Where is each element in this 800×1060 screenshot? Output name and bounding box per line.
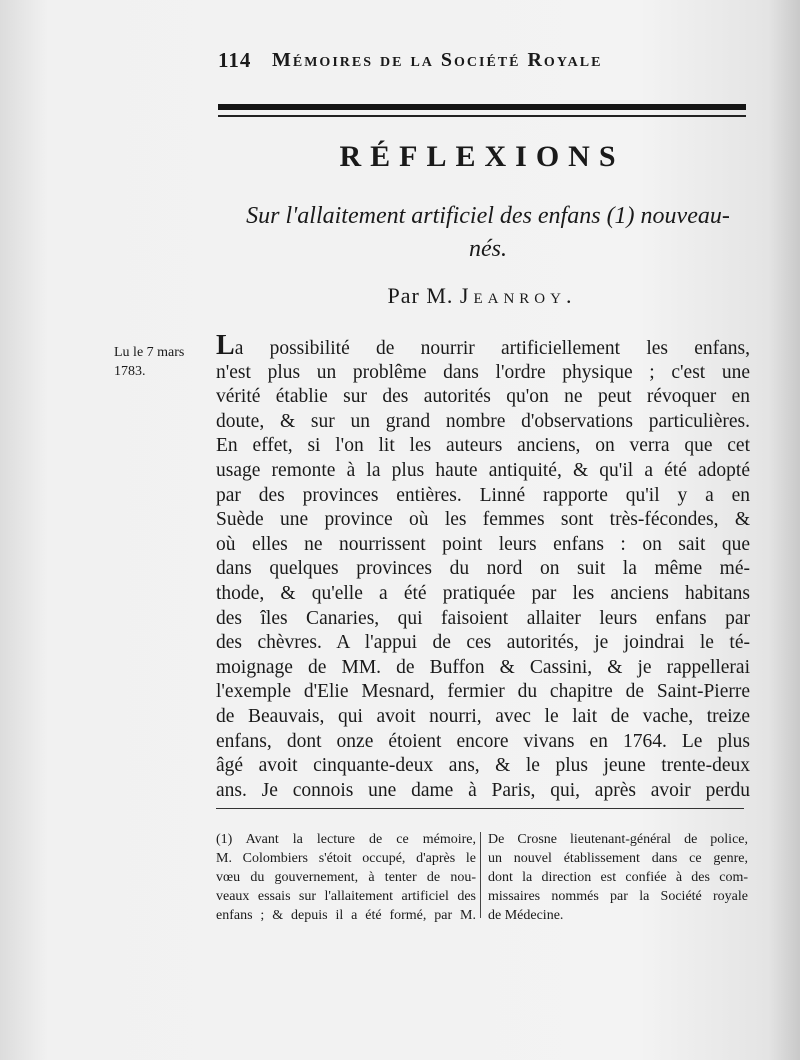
text-line: doute, & sur un grand nombre d'observations particulières. [216, 410, 750, 432]
footnote-line: (1) Avant la lecture de ce mémoire, [216, 832, 476, 847]
page-number: 114 [218, 48, 252, 72]
margin-note [114, 343, 214, 381]
subtitle-line: nés. [469, 236, 507, 262]
text-line: de Beauvais, qui avoit nourri, avec le lait de vache, treize [216, 705, 750, 727]
subtitle-line: Sur l'allaitement artificiel des enfans (1) nouveau- [246, 203, 730, 229]
article-subtitle [218, 200, 758, 266]
text-line: enfans, dont onze étoient encore vivans en 1764. Le plus [216, 730, 750, 752]
footnote-left-column [216, 830, 476, 925]
text-line: ans. Je connois une dame à Paris, qui, après avoir perdu [216, 779, 750, 801]
text-line: moignage de MM. de Buffon & Cassini, & je rappellerai [216, 656, 750, 678]
text-line: où elles ne nourrissent point leurs enfans : on sait que [216, 533, 750, 555]
footnote-right-column [488, 830, 748, 925]
footnote-line: missaires nommés par la Société royale [488, 889, 748, 904]
running-title: Mémoires de la Société Royale [272, 49, 603, 71]
text-line: des îles Canaries, qui faisoient allaiter leurs enfans par [216, 607, 750, 629]
margin-note-year: 1783. [114, 364, 146, 379]
text-line: dans quelques provinces du nord on suit la même mé- [216, 558, 750, 580]
author-prefix: Par M. [387, 283, 454, 308]
footnote-line: dont la direction est confiée à des com- [488, 870, 748, 885]
text-line: thode, & qu'elle a été pratiquée par les anciens habitans [216, 582, 750, 604]
body-text [216, 330, 750, 803]
drop-cap: L [216, 330, 235, 361]
article-title: RÉFLEXIONS [339, 140, 625, 173]
footnote-line: veaux essais sur l'allaitement artificiel des [216, 889, 476, 904]
text-line: des chèvres. A l'appui de ces autorités, je joindrai le té- [216, 632, 750, 654]
author-byline [218, 283, 746, 309]
text-line: vérité établie sur des autorités qu'on ne peut révoquer en [216, 386, 750, 408]
header-rule-thick [218, 104, 746, 110]
footnote-column-divider [480, 832, 481, 918]
footnote-line: M. Colombiers s'étoit occupé, d'après le [216, 851, 476, 866]
text-line: n'est plus un problême dans l'ordre physique ; c'est une [216, 361, 750, 383]
text-line: âgé avoit cinquante-deux ans, & le plus jeune trente-deux [216, 755, 750, 777]
text-line: Suède une province où les femmes sont très-fécondes, & [216, 509, 750, 531]
footnote-rule [216, 808, 744, 809]
footnote-line: un nouvel établissement dans ce genre, [488, 851, 748, 866]
footnote-line: vœu du gouvernement, à tenter de nou- [216, 870, 476, 885]
footnote-line: de Médecine. [488, 908, 564, 923]
footnote-line: De Crosne lieutenant-général de police, [488, 832, 748, 847]
text-line: La possibilité de nourrir artificiellement les enfans, [216, 330, 750, 361]
margin-note-date: Lu le 7 mars [114, 345, 185, 360]
footnote [216, 830, 750, 930]
text-line: usage remonte à la plus haute antiquité, & qu'il a été adopté [216, 459, 750, 481]
author-name: Jeanroy. [459, 283, 577, 308]
text-line: par des provinces entières. Linné rapporte qu'il y a en [216, 484, 750, 506]
footnote-line: enfans ; & depuis il a été formé, par M. [216, 908, 476, 923]
text-line: l'exemple d'Elie Mesnard, fermier du chapitre de Saint-Pierre [216, 681, 750, 703]
text-line: En effet, si l'on lit les auteurs anciens, on verra que cet [216, 435, 750, 457]
header-rule-thin [218, 115, 746, 117]
running-head [218, 48, 748, 78]
